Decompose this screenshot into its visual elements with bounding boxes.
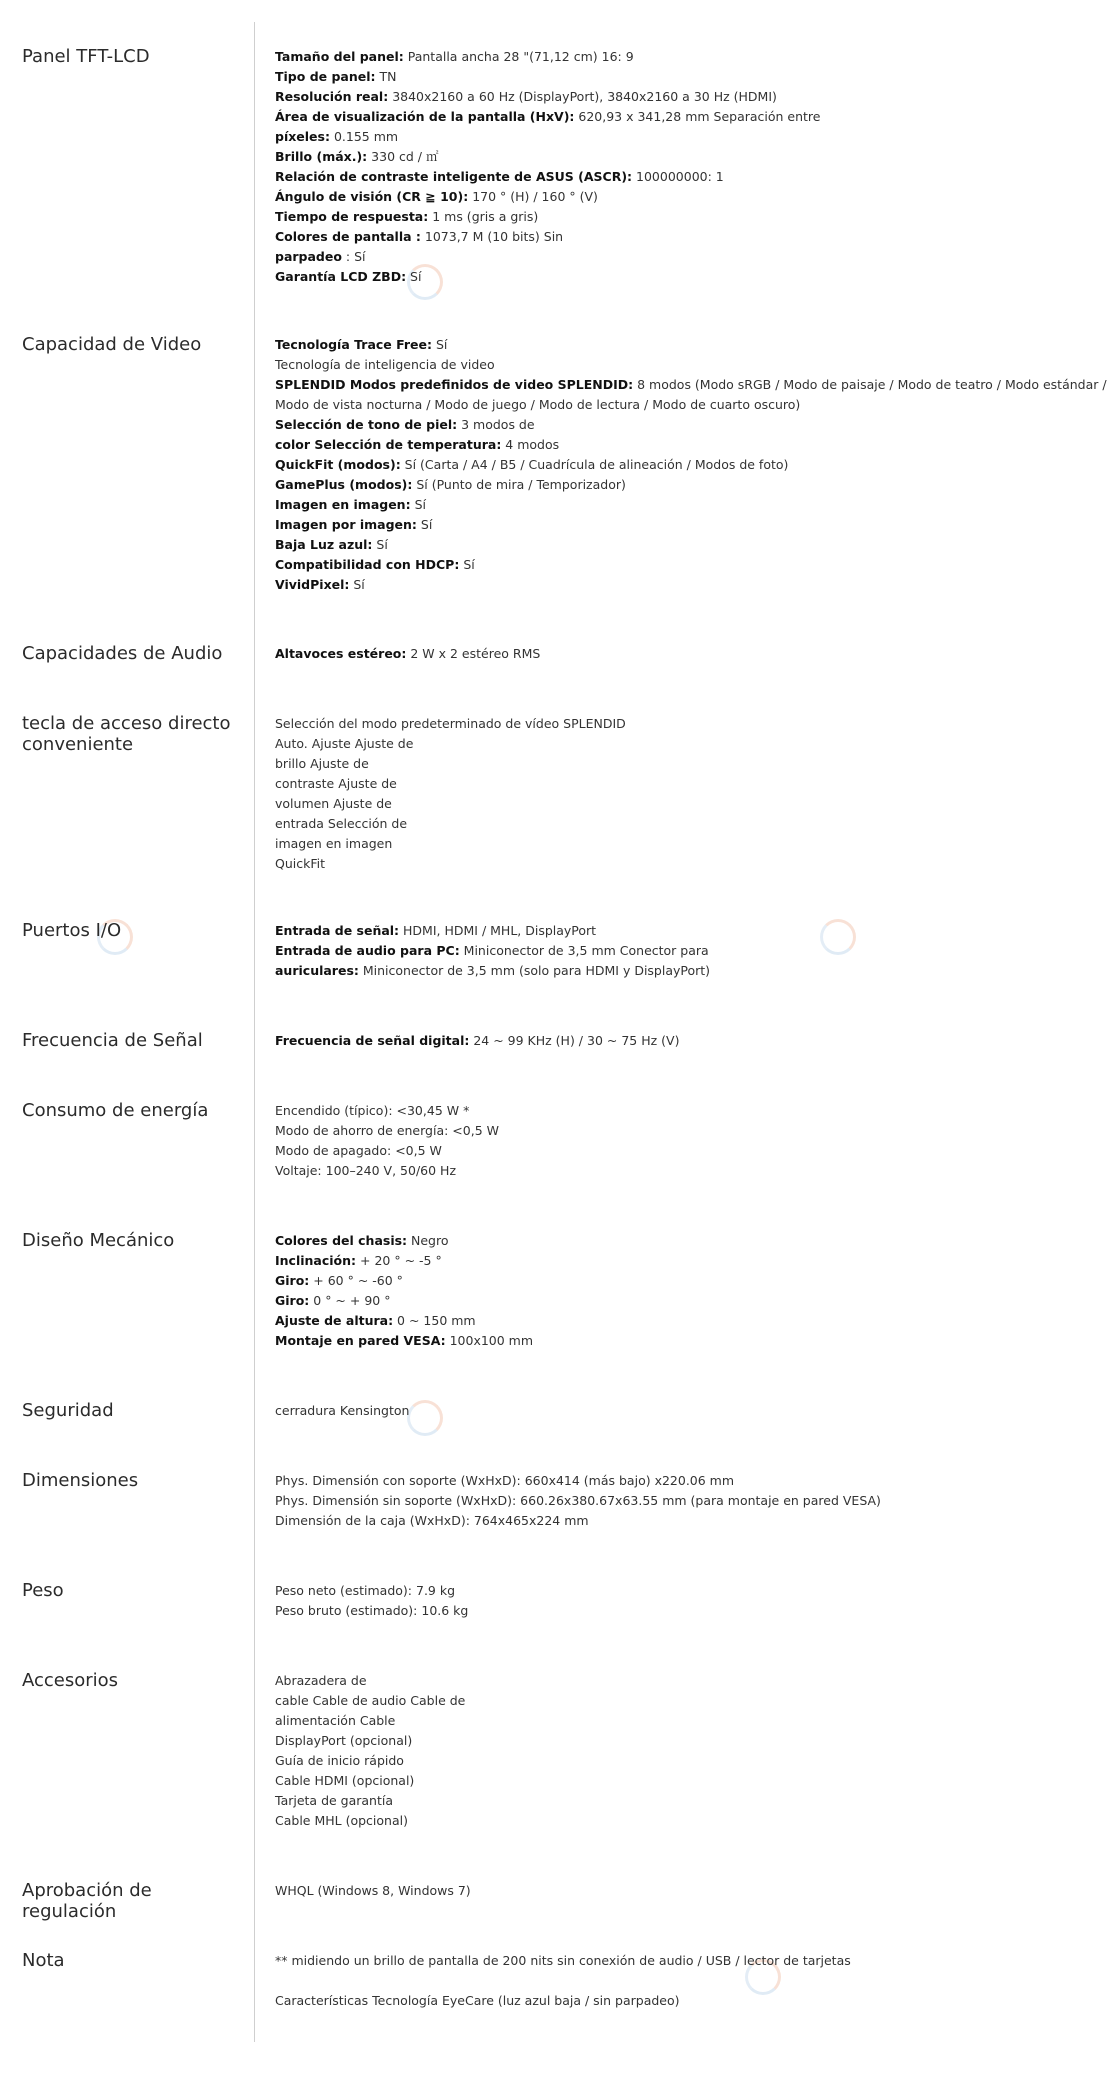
- spec-value: 0 ° ~ + 90 °: [309, 1293, 391, 1308]
- spec-line: [275, 1511, 1105, 1531]
- spec-line: [275, 1471, 1105, 1491]
- spec-value: + 60 ° ~ -60 °: [309, 1273, 403, 1288]
- spec-line: [275, 644, 1105, 664]
- spec-value: brillo Ajuste de: [275, 756, 369, 771]
- spec-value-block: [275, 644, 1105, 664]
- spec-value: Tecnología de inteligencia de video: [275, 357, 495, 372]
- spec-key: Giro:: [275, 1273, 310, 1288]
- spec-line: [275, 127, 1105, 147]
- spec-key: Compatibilidad con HDCP:: [275, 557, 460, 572]
- spec-value: imagen en imagen: [275, 836, 393, 851]
- spec-line: [275, 754, 1105, 774]
- spec-value: Miniconector de 3,5 mm (solo para HDMI y DisplayPort): [358, 963, 711, 978]
- spec-label: Puertos I/O: [22, 920, 122, 941]
- spec-line: [275, 1951, 1105, 1971]
- spec-line: [275, 47, 1105, 67]
- spec-key: Imagen por imagen:: [275, 517, 417, 532]
- spec-value: 8 modos (Modo sRGB / Modo de paisaje / Modo de teatro / Modo estándar /: [633, 377, 1107, 392]
- spec-value: Cable MHL (opcional): [275, 1813, 408, 1828]
- spec-value: Abrazadera de: [275, 1673, 367, 1688]
- spec-line: [275, 247, 1105, 267]
- spec-key: Tecnología Trace Free:: [275, 337, 432, 352]
- spec-value: cable Cable de audio Cable de: [275, 1693, 466, 1708]
- spec-value: 24 ~ 99 KHz (H) / 30 ~ 75 Hz (V): [469, 1033, 680, 1048]
- spec-value: Características Tecnología EyeCare (luz azul baja / sin parpadeo): [275, 1993, 680, 2008]
- spec-value: Sí: [459, 557, 475, 572]
- spec-line: [275, 961, 1105, 981]
- spec-value-block: [275, 47, 1105, 287]
- spec-line: [275, 1401, 1105, 1421]
- spec-line: [275, 355, 1105, 375]
- spec-value: 330 cd / ㎡: [367, 149, 439, 164]
- spec-key: Imagen en imagen:: [275, 497, 411, 512]
- spec-line: [275, 395, 1105, 415]
- spec-line: [275, 1491, 1105, 1511]
- spec-line: [275, 734, 1105, 754]
- spec-line: [275, 1251, 1105, 1271]
- spec-value: 100x100 mm: [445, 1333, 534, 1348]
- spec-value: Cable HDMI (opcional): [275, 1773, 415, 1788]
- spec-line: [275, 1881, 1105, 1901]
- spec-value-block: [275, 921, 1105, 981]
- spec-value: 1073,7 M (10 bits) Sin: [420, 229, 564, 244]
- spec-value: WHQL (Windows 8, Windows 7): [275, 1883, 471, 1898]
- spec-value: Encendido (típico): <30,45 W *: [275, 1103, 470, 1118]
- spec-line: [275, 1231, 1105, 1251]
- spec-key: Resolución real:: [275, 89, 389, 104]
- spec-line: [275, 774, 1105, 794]
- spec-value: Auto. Ajuste Ajuste de: [275, 736, 414, 751]
- spec-line: [275, 1691, 1105, 1711]
- spec-value: Phys. Dimensión sin soporte (WxHxD): 660.26x380.67x63.55 mm (para montaje en pared VESA): [275, 1493, 881, 1508]
- spec-line: [275, 415, 1105, 435]
- spec-line: [275, 834, 1105, 854]
- spec-key: Garantía LCD ZBD:: [275, 269, 407, 284]
- spec-label: Dimensiones: [22, 1470, 139, 1491]
- spec-line: [275, 555, 1105, 575]
- spec-line: [275, 921, 1105, 941]
- spec-value-block: [275, 1231, 1105, 1351]
- spec-value: QuickFit: [275, 856, 325, 871]
- spec-line: [275, 335, 1105, 355]
- column-divider: [254, 22, 255, 2042]
- spec-value: entrada Selección de: [275, 816, 408, 831]
- spec-value-block: [275, 1881, 1105, 1901]
- spec-line: [275, 375, 1105, 395]
- spec-value: cerradura Kensington: [275, 1403, 410, 1418]
- spec-line: [275, 147, 1105, 167]
- spec-label: Aprobación de regulación: [22, 1880, 152, 1922]
- spec-key: Ajuste de altura:: [275, 1313, 394, 1328]
- spec-value-block: [275, 1671, 1105, 1831]
- spec-value: ** midiendo un brillo de pantalla de 200 nits sin conexión de audio / USB / lector de tarjetas: [275, 1953, 851, 1968]
- spec-key: Entrada de audio para PC:: [275, 943, 460, 958]
- spec-label: Nota: [22, 1950, 65, 1971]
- spec-value: Negro: [407, 1233, 449, 1248]
- spec-value: Sí: [349, 577, 365, 592]
- spec-key: Selección de tono de piel:: [275, 417, 458, 432]
- spec-key: Tamaño del panel:: [275, 49, 404, 64]
- spec-key: Frecuencia de señal digital:: [275, 1033, 470, 1048]
- spec-value: 100000000: 1: [632, 169, 724, 184]
- spec-value: Sí: [416, 517, 433, 532]
- spec-line: [275, 1031, 1105, 1051]
- spec-value: Sí: [372, 537, 388, 552]
- spec-value: 1 ms (gris a gris): [428, 209, 539, 224]
- spec-line: [275, 167, 1105, 187]
- spec-line: [275, 1771, 1105, 1791]
- spec-line: [275, 814, 1105, 834]
- spec-line: [275, 1971, 1105, 1991]
- spec-key: Giro:: [275, 1293, 310, 1308]
- spec-value: 2 W x 2 estéreo RMS: [406, 646, 541, 661]
- spec-value: contraste Ajuste de: [275, 776, 397, 791]
- spec-value: Modo de ahorro de energía: <0,5 W: [275, 1123, 499, 1138]
- spec-key: Relación de contraste inteligente de ASUS (ASCR):: [275, 169, 633, 184]
- spec-label: Panel TFT-LCD: [22, 46, 150, 67]
- spec-line: [275, 1331, 1105, 1351]
- spec-value: HDMI, HDMI / MHL, DisplayPort: [399, 923, 597, 938]
- spec-value: alimentación Cable: [275, 1713, 396, 1728]
- spec-line: [275, 1141, 1105, 1161]
- spec-value: Tarjeta de garantía: [275, 1793, 394, 1808]
- spec-value: DisplayPort (opcional): [275, 1733, 413, 1748]
- spec-label: Consumo de energía: [22, 1100, 209, 1121]
- spec-label: Frecuencia de Señal: [22, 1030, 203, 1051]
- spec-value: : Sí: [341, 249, 366, 264]
- spec-value: Phys. Dimensión con soporte (WxHxD): 660x414 (más bajo) x220.06 mm: [275, 1473, 735, 1488]
- spec-line: [275, 1811, 1105, 1831]
- spec-line: [275, 87, 1105, 107]
- spec-line: [275, 515, 1105, 535]
- spec-key: color Selección de temperatura:: [275, 437, 502, 452]
- spec-label: Peso: [22, 1580, 64, 1601]
- spec-key: Área de visualización de la pantalla (HxV):: [275, 109, 575, 124]
- spec-line: [275, 1101, 1105, 1121]
- spec-line: [275, 1271, 1105, 1291]
- spec-line: [275, 535, 1105, 555]
- spec-line: [275, 475, 1105, 495]
- spec-key: Entrada de señal:: [275, 923, 400, 938]
- spec-value: Selección del modo predeterminado de vídeo SPLENDID: [275, 716, 626, 731]
- spec-value-block: [275, 1581, 1105, 1621]
- spec-value: 0 ~ 150 mm: [393, 1313, 476, 1328]
- spec-label: Capacidad de Video: [22, 334, 202, 355]
- spec-value-block: [275, 1401, 1105, 1421]
- spec-line: [275, 1751, 1105, 1771]
- spec-label: Capacidades de Audio: [22, 643, 223, 664]
- spec-line: [275, 1161, 1105, 1181]
- spec-line: [275, 107, 1105, 127]
- spec-value: Sí: [431, 337, 448, 352]
- spec-line: [275, 854, 1105, 874]
- spec-line: [275, 1601, 1105, 1621]
- spec-line: [275, 794, 1105, 814]
- spec-value: Modo de apagado: <0,5 W: [275, 1143, 442, 1158]
- spec-label: Diseño Mecánico: [22, 1230, 175, 1251]
- spec-line: [275, 207, 1105, 227]
- spec-value: 170 ° (H) / 160 ° (V): [468, 189, 598, 204]
- spec-value: volumen Ajuste de: [275, 796, 392, 811]
- spec-line: [275, 1671, 1105, 1691]
- spec-value: 4 modos: [501, 437, 560, 452]
- spec-line: [275, 1121, 1105, 1141]
- spec-line: [275, 187, 1105, 207]
- spec-label: Seguridad: [22, 1400, 114, 1421]
- spec-line: [275, 227, 1105, 247]
- spec-key: parpadeo: [275, 249, 342, 264]
- spec-value-block: [275, 335, 1105, 595]
- spec-value: Sí: [410, 497, 426, 512]
- spec-key: Altavoces estéreo:: [275, 646, 407, 661]
- spec-value-block: [275, 1951, 1105, 2011]
- spec-line: [275, 495, 1105, 515]
- spec-value: Pantalla ancha 28 "(71,12 cm) 16: 9: [403, 49, 634, 64]
- spec-line: [275, 435, 1105, 455]
- spec-key: auriculares:: [275, 963, 359, 978]
- spec-line: [275, 1791, 1105, 1811]
- spec-key: Tiempo de respuesta:: [275, 209, 429, 224]
- spec-value-block: [275, 1101, 1105, 1181]
- spec-key: Brillo (máx.):: [275, 149, 368, 164]
- spec-line: [275, 714, 1105, 734]
- spec-line: [275, 1581, 1105, 1601]
- spec-line: [275, 1731, 1105, 1751]
- spec-key: Inclinación:: [275, 1253, 357, 1268]
- spec-line: [275, 1991, 1105, 2011]
- spec-key: Montaje en pared VESA:: [275, 1333, 446, 1348]
- spec-value: TN: [375, 69, 397, 84]
- spec-key: Colores de pantalla :: [275, 229, 421, 244]
- spec-line: [275, 67, 1105, 87]
- spec-value: 0.155 mm: [329, 129, 399, 144]
- spec-key: Tipo de panel:: [275, 69, 376, 84]
- spec-line: [275, 1711, 1105, 1731]
- spec-value: Peso bruto (estimado): 10.6 kg: [275, 1603, 469, 1618]
- spec-value: 3 modos de: [457, 417, 535, 432]
- spec-value: Sí: [406, 269, 422, 284]
- spec-value-block: [275, 714, 1105, 874]
- spec-key: GamePlus (modos):: [275, 477, 413, 492]
- spec-label: Accesorios: [22, 1670, 119, 1691]
- spec-value-block: [275, 1471, 1105, 1531]
- spec-line: [275, 1291, 1105, 1311]
- spec-value-block: [275, 1031, 1105, 1051]
- spec-value: 620,93 x 341,28 mm Separación entre: [574, 109, 821, 124]
- spec-key: Colores del chasis:: [275, 1233, 408, 1248]
- spec-line: [275, 575, 1105, 595]
- spec-line: [275, 267, 1105, 287]
- spec-line: [275, 1311, 1105, 1331]
- spec-value: + 20 ° ~ -5 °: [356, 1253, 442, 1268]
- spec-value: Voltaje: 100–240 V, 50/60 Hz: [275, 1163, 457, 1178]
- spec-value: Dimensión de la caja (WxHxD): 764x465x224 mm: [275, 1513, 589, 1528]
- spec-value: Sí (Punto de mira / Temporizador): [412, 477, 626, 492]
- spec-key: VividPixel:: [275, 577, 350, 592]
- spec-key: píxeles:: [275, 129, 330, 144]
- spec-label: tecla de acceso directo conveniente: [22, 713, 231, 755]
- spec-key: Baja Luz azul:: [275, 537, 373, 552]
- spec-value: Sí (Carta / A4 / B5 / Cuadrícula de alineación / Modos de foto): [400, 457, 789, 472]
- spec-line: [275, 941, 1105, 961]
- spec-value: Miniconector de 3,5 mm Conector para: [459, 943, 709, 958]
- spec-value: Modo de vista nocturna / Modo de juego / Modo de lectura / Modo de cuarto oscuro): [275, 397, 801, 412]
- spec-value: Guía de inicio rápido: [275, 1753, 404, 1768]
- spec-key: SPLENDID Modos predefinidos de video SPLENDID:: [275, 377, 634, 392]
- spec-value: Peso neto (estimado): 7.9 kg: [275, 1583, 456, 1598]
- spec-value: 3840x2160 a 60 Hz (DisplayPort), 3840x2160 a 30 Hz (HDMI): [388, 89, 777, 104]
- spec-line: [275, 455, 1105, 475]
- spec-key: Ángulo de visión (CR ≧ 10):: [275, 189, 469, 204]
- spec-key: QuickFit (modos):: [275, 457, 401, 472]
